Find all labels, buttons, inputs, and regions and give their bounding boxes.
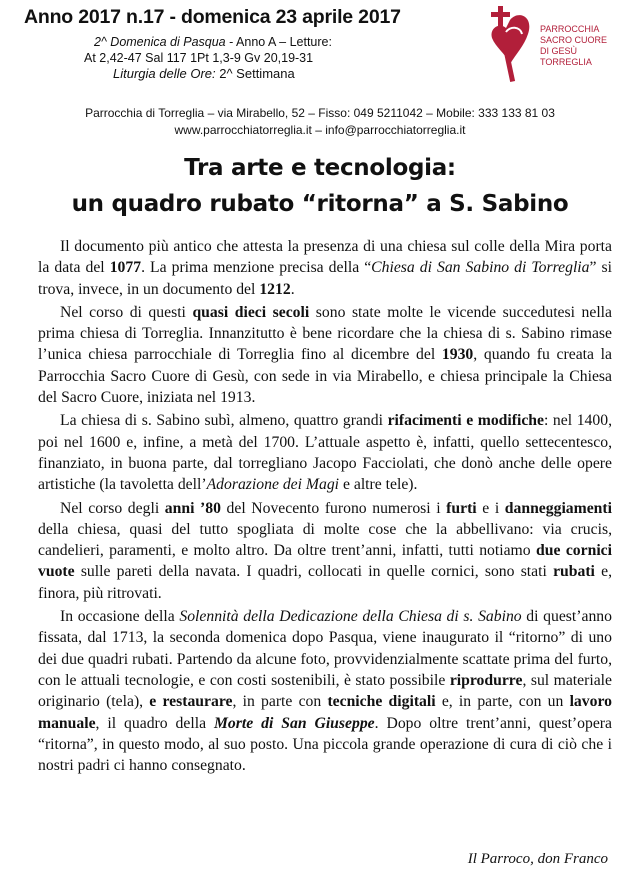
parish-web-email-line: www.parrocchiatorreglia.it – info@parrocchiatorreglia.it bbox=[174, 123, 466, 137]
issue-title: Anno 2017 n.17 - domenica 23 aprile 2017 bbox=[24, 6, 401, 28]
article-title-line1: Tra arte e tecnologia: bbox=[184, 155, 456, 181]
text-run: In occasione della bbox=[60, 608, 180, 626]
parish-logo-text bbox=[540, 24, 607, 68]
bold-run: danneggiamenti bbox=[504, 499, 612, 517]
text-run: , il quadro della bbox=[95, 714, 214, 732]
liturgy-week: 2^ Settimana bbox=[219, 66, 295, 81]
paragraph-5 bbox=[38, 606, 612, 776]
readings-list: At 2,42-47 Sal 117 1Pt 1,3-9 Gv 20,19-31 bbox=[84, 51, 314, 65]
text-run: . La prima menzione precisa della “ bbox=[141, 259, 372, 277]
text-run: e i bbox=[476, 499, 505, 517]
sacred-heart-cross-icon bbox=[484, 2, 536, 86]
logo-line: DI GESÙ bbox=[540, 46, 578, 56]
text-run: e altre tele). bbox=[339, 476, 418, 494]
text-run: della chiesa, quasi del tutto spogliata di molte cose che la abbellivano: via crucis, candelieri, paramenti, e molto altro. Da oltre trent’anni, infatti, tutti notiamo bbox=[38, 520, 612, 560]
liturgy-hours-label: Liturgia delle Ore: bbox=[113, 66, 220, 81]
article-title-line2: un quadro rubato “ritorna” a S. Sabino bbox=[71, 191, 569, 217]
bold-run: lavoro manuale bbox=[38, 693, 612, 732]
bold-run: tecniche digitali bbox=[327, 693, 436, 711]
paragraph-2 bbox=[38, 302, 612, 408]
paragraph-1 bbox=[38, 236, 612, 300]
bold-run: riprodurre bbox=[449, 671, 523, 689]
bold-run: quasi dieci secoli bbox=[192, 303, 310, 321]
text-run: sono state molte le vicende succedutesi nella prima chiesa di Torreglia. Innanzitutto è bene ricordare che la chiesa di s. Sabino rimase l’unica chiesa parrocchiale di Torreglia fino al dicembre del bbox=[38, 303, 612, 364]
text-run: , sul materiale originario (tela), bbox=[38, 671, 612, 711]
bold-run: e restaurare bbox=[149, 693, 233, 711]
bold-run: furti bbox=[446, 499, 477, 517]
text-run: del Novecento furono numerosi i bbox=[220, 499, 447, 517]
italic-run: Adorazione dei Magi bbox=[206, 476, 340, 494]
sunday-readings-line bbox=[84, 34, 424, 50]
text-run: Il documento più antico che attesta la presenza di una chiesa sul colle della Mira porta la data del bbox=[38, 238, 612, 277]
logo-line: TORREGLIA bbox=[540, 57, 592, 67]
text-run: e, in parte, con un bbox=[435, 693, 570, 711]
text-run: e, finora, più ritrovati. bbox=[38, 563, 613, 602]
liturgy-hours-line bbox=[84, 66, 424, 82]
year-readings-label: - Anno A – Letture: bbox=[225, 35, 332, 49]
italic-run: Chiesa di San Sabino di Torreglia bbox=[371, 259, 590, 277]
parish-contact-line: Parrocchia di Torreglia – via Mirabello, 52 – Fisso: 049 5211042 – Mobile: 333 133 81 03 bbox=[85, 106, 555, 120]
text-run: . bbox=[290, 280, 295, 298]
paragraph-4 bbox=[38, 498, 612, 604]
bold-run: 1212 bbox=[259, 280, 291, 298]
text-run: sulle pareti della navata. I quadri, collocati in quelle cornici, sono stati bbox=[74, 563, 554, 581]
article-body bbox=[38, 236, 612, 778]
bold-run: due cornici vuote bbox=[38, 542, 612, 581]
sunday-name: 2^ Domenica di Pasqua bbox=[94, 35, 226, 49]
text-run: , in parte con bbox=[232, 693, 328, 711]
signature: Il Parroco, don Franco bbox=[467, 851, 608, 867]
logo-line: PARROCCHIA bbox=[540, 24, 600, 34]
bold-run: rubati bbox=[553, 563, 595, 581]
liturgy-info bbox=[84, 34, 424, 82]
article-title bbox=[0, 150, 640, 222]
text-run: : nel 1400, poi nel 1600 e, infine, a metà del 1700. L’attuale aspetto è, infatti, quello settecentesco, finanziato, in buona parte, dal torregliano Jacopo Facciolati, che donò anche delle opere artistiche (la tavoletta dell’ bbox=[38, 412, 612, 494]
text-run: . Dopo oltre trent’anni, quest’opera “ritorna”, in questo modo, al suo posto. Una piccola grande operazione di cura di ciò che i nostri padri ci hanno consegnato. bbox=[38, 714, 612, 775]
italic-run: Solennità della Dedicazione della Chiesa di s. Sabino bbox=[179, 608, 522, 626]
text-run: di quest’anno fissata, dal 1713, la seconda domenica dopo Pasqua, viene inaugurato il “ritorno” di uno dei due quadri rubati. Partendo da alcune foto, provvidenzialmente scattate prima del furto, con le attuali tecnologie, e con costi sostenibili, è stato possibile bbox=[38, 608, 612, 689]
text-run: Nel corso di questi bbox=[60, 303, 193, 321]
text-run: , quando fu creata la Parrocchia Sacro Cuore di Gesù, con sede in via Mirabello, e chiesa principale la Chiesa del Sacro Cuore, iniziata nel 1913. bbox=[38, 346, 612, 407]
paragraph-3 bbox=[38, 410, 612, 495]
text-run: Nel corso degli bbox=[60, 499, 165, 517]
bold-run: 1077 bbox=[109, 259, 142, 277]
bold-italic-run: Morte di San Giuseppe bbox=[213, 714, 375, 732]
bold-run: 1930 bbox=[441, 346, 474, 364]
bold-run: anni ’80 bbox=[164, 499, 221, 517]
text-run: ” si trova, invece, in un documento del bbox=[38, 259, 612, 298]
bold-run: rifacimenti e modifiche bbox=[387, 412, 544, 430]
text-run: La chiesa di s. Sabino subì, almeno, quattro grandi bbox=[60, 412, 388, 430]
logo-line: SACRO CUORE bbox=[540, 35, 608, 45]
